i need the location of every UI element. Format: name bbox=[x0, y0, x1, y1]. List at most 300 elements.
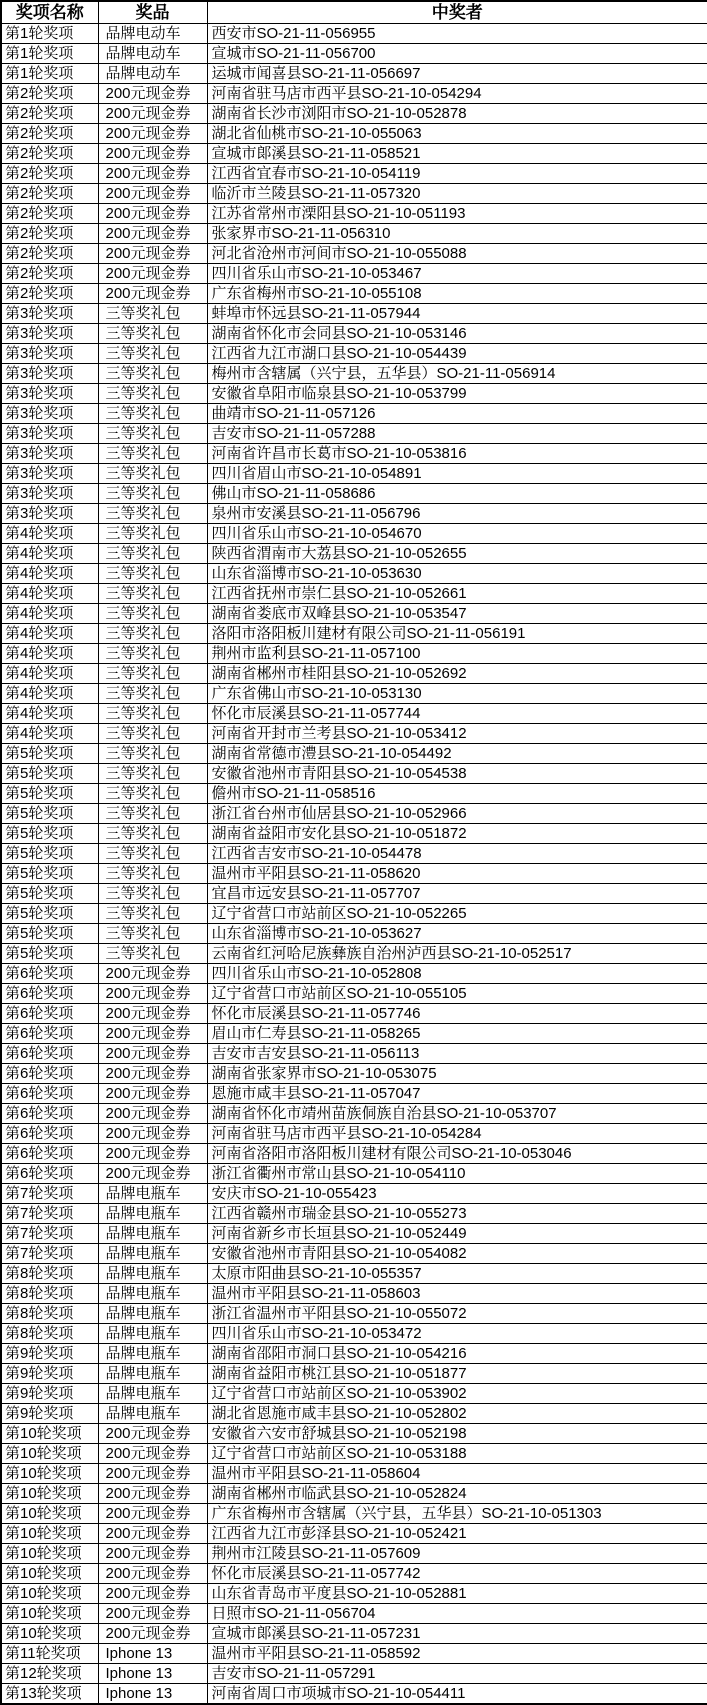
round-cell: 第3轮奖项 bbox=[1, 304, 98, 324]
table-row bbox=[1, 1224, 707, 1244]
winner-cell: 温州市平阳县SO-21-11-058603 bbox=[207, 1284, 707, 1304]
prize-cell: 三等奖礼包 bbox=[98, 744, 207, 764]
winner-cell: 广东省梅州市SO-21-10-055108 bbox=[207, 284, 707, 304]
winner-cell: 蚌埠市怀远县SO-21-11-057944 bbox=[207, 304, 707, 324]
winner-cell: 泉州市安溪县SO-21-11-056796 bbox=[207, 504, 707, 524]
round-cell: 第5轮奖项 bbox=[1, 744, 98, 764]
table-row bbox=[1, 784, 707, 804]
table-row bbox=[1, 864, 707, 884]
winners-table-body bbox=[1, 24, 707, 1705]
prize-cell: 200元现金券 bbox=[98, 1584, 207, 1604]
round-cell: 第3轮奖项 bbox=[1, 324, 98, 344]
table-row bbox=[1, 44, 707, 64]
round-cell: 第2轮奖项 bbox=[1, 84, 98, 104]
prize-cell: 200元现金券 bbox=[98, 1624, 207, 1644]
round-cell: 第2轮奖项 bbox=[1, 144, 98, 164]
table-row bbox=[1, 904, 707, 924]
table-row bbox=[1, 104, 707, 124]
table-row bbox=[1, 64, 707, 84]
round-cell: 第6轮奖项 bbox=[1, 1164, 98, 1184]
round-cell: 第6轮奖项 bbox=[1, 1064, 98, 1084]
round-cell: 第2轮奖项 bbox=[1, 104, 98, 124]
winner-cell: 河南省驻马店市西平县SO-21-10-054294 bbox=[207, 84, 707, 104]
table-row bbox=[1, 1284, 707, 1304]
round-cell: 第3轮奖项 bbox=[1, 464, 98, 484]
prize-cell: 200元现金券 bbox=[98, 204, 207, 224]
round-cell: 第11轮奖项 bbox=[1, 1644, 98, 1664]
winner-cell: 浙江省温州市平阳县SO-21-10-055072 bbox=[207, 1304, 707, 1324]
round-cell: 第7轮奖项 bbox=[1, 1224, 98, 1244]
prize-cell: 三等奖礼包 bbox=[98, 504, 207, 524]
winner-cell: 湖北省恩施市咸丰县SO-21-10-052802 bbox=[207, 1404, 707, 1424]
header-prize-round: 奖项名称 bbox=[1, 1, 98, 24]
winner-cell: 儋州市SO-21-11-058516 bbox=[207, 784, 707, 804]
winner-cell: 江西省九江市彭泽县SO-21-10-052421 bbox=[207, 1524, 707, 1544]
winner-cell: 辽宁省营口市站前区SO-21-10-053188 bbox=[207, 1444, 707, 1464]
table-row bbox=[1, 1664, 707, 1684]
prize-cell: 200元现金券 bbox=[98, 244, 207, 264]
round-cell: 第3轮奖项 bbox=[1, 404, 98, 424]
prize-cell: 三等奖礼包 bbox=[98, 484, 207, 504]
round-cell: 第2轮奖项 bbox=[1, 204, 98, 224]
table-row bbox=[1, 1544, 707, 1564]
round-cell: 第10轮奖项 bbox=[1, 1624, 98, 1644]
round-cell: 第5轮奖项 bbox=[1, 764, 98, 784]
table-row bbox=[1, 1124, 707, 1144]
round-cell: 第3轮奖项 bbox=[1, 364, 98, 384]
round-cell: 第4轮奖项 bbox=[1, 564, 98, 584]
prize-cell: 200元现金券 bbox=[98, 1564, 207, 1584]
prize-cell: 品牌电瓶车 bbox=[98, 1264, 207, 1284]
winner-cell: 江西省赣州市瑞金县SO-21-10-055273 bbox=[207, 1204, 707, 1224]
table-row bbox=[1, 564, 707, 584]
table-row bbox=[1, 1204, 707, 1224]
prize-cell: 200元现金券 bbox=[98, 1044, 207, 1064]
winner-cell: 宣城市郞溪县SO-21-11-057231 bbox=[207, 1624, 707, 1644]
winner-cell: 山东省青岛市平度县SO-21-10-052881 bbox=[207, 1584, 707, 1604]
header-prize: 奖品 bbox=[98, 1, 207, 24]
prize-cell: 200元现金券 bbox=[98, 984, 207, 1004]
round-cell: 第5轮奖项 bbox=[1, 824, 98, 844]
winner-cell: 湖南省娄底市双峰县SO-21-10-053547 bbox=[207, 604, 707, 624]
prize-cell: 品牌电瓶车 bbox=[98, 1344, 207, 1364]
prize-cell: 三等奖礼包 bbox=[98, 584, 207, 604]
round-cell: 第3轮奖项 bbox=[1, 424, 98, 444]
round-cell: 第1轮奖项 bbox=[1, 64, 98, 84]
round-cell: 第6轮奖项 bbox=[1, 1024, 98, 1044]
round-cell: 第10轮奖项 bbox=[1, 1564, 98, 1584]
winner-cell: 广东省梅州市含辖属（兴宁县，五华县）SO-21-10-051303 bbox=[207, 1504, 707, 1524]
winner-cell: 河南省开封市兰考县SO-21-10-053412 bbox=[207, 724, 707, 744]
prize-cell: 200元现金券 bbox=[98, 1064, 207, 1084]
round-cell: 第2轮奖项 bbox=[1, 264, 98, 284]
prize-cell: 200元现金券 bbox=[98, 1444, 207, 1464]
winner-cell: 湖南省怀化市靖州苗族侗族自治县SO-21-10-053707 bbox=[207, 1104, 707, 1124]
round-cell: 第5轮奖项 bbox=[1, 844, 98, 864]
winner-cell: 恩施市咸丰县SO-21-11-057047 bbox=[207, 1084, 707, 1104]
table-row bbox=[1, 424, 707, 444]
round-cell: 第5轮奖项 bbox=[1, 884, 98, 904]
prize-cell: 品牌电瓶车 bbox=[98, 1304, 207, 1324]
winner-cell: 湖北省仙桃市SO-21-10-055063 bbox=[207, 124, 707, 144]
prize-cell: 品牌电动车 bbox=[98, 44, 207, 64]
winner-cell: 佛山市SO-21-11-058686 bbox=[207, 484, 707, 504]
winner-cell: 安徽省六安市舒城县SO-21-10-052198 bbox=[207, 1424, 707, 1444]
table-row bbox=[1, 1644, 707, 1664]
winner-cell: 四川省乐山市SO-21-10-053467 bbox=[207, 264, 707, 284]
table-row bbox=[1, 844, 707, 864]
prize-cell: 200元现金券 bbox=[98, 1464, 207, 1484]
round-cell: 第2轮奖项 bbox=[1, 244, 98, 264]
prize-cell: 三等奖礼包 bbox=[98, 884, 207, 904]
table-row bbox=[1, 204, 707, 224]
prize-cell: 三等奖礼包 bbox=[98, 624, 207, 644]
round-cell: 第8轮奖项 bbox=[1, 1264, 98, 1284]
round-cell: 第10轮奖项 bbox=[1, 1464, 98, 1484]
prize-cell: Iphone 13 bbox=[98, 1644, 207, 1664]
winner-cell: 吉安市SO-21-11-057288 bbox=[207, 424, 707, 444]
round-cell: 第6轮奖项 bbox=[1, 1004, 98, 1024]
prize-cell: 三等奖礼包 bbox=[98, 644, 207, 664]
winner-cell: 安庆市SO-21-10-055423 bbox=[207, 1184, 707, 1204]
round-cell: 第4轮奖项 bbox=[1, 644, 98, 664]
winner-cell: 张家界市SO-21-11-056310 bbox=[207, 224, 707, 244]
table-row bbox=[1, 244, 707, 264]
table-row bbox=[1, 764, 707, 784]
winner-cell: 河南省周口市项城市SO-21-10-054411 bbox=[207, 1684, 707, 1705]
round-cell: 第4轮奖项 bbox=[1, 584, 98, 604]
table-row bbox=[1, 1004, 707, 1024]
winner-cell: 梅州市含辖属（兴宁县，五华县）SO-21-11-056914 bbox=[207, 364, 707, 384]
winner-cell: 荆州市江陵县SO-21-11-057609 bbox=[207, 1544, 707, 1564]
table-row bbox=[1, 444, 707, 464]
round-cell: 第8轮奖项 bbox=[1, 1324, 98, 1344]
table-row bbox=[1, 884, 707, 904]
round-cell: 第1轮奖项 bbox=[1, 44, 98, 64]
table-row bbox=[1, 664, 707, 684]
prize-cell: 品牌电瓶车 bbox=[98, 1324, 207, 1344]
winner-cell: 怀化市辰溪县SO-21-11-057742 bbox=[207, 1564, 707, 1584]
winner-cell: 温州市平阳县SO-21-11-058604 bbox=[207, 1464, 707, 1484]
round-cell: 第2轮奖项 bbox=[1, 124, 98, 144]
prize-cell: 200元现金券 bbox=[98, 1104, 207, 1124]
prize-cell: 200元现金券 bbox=[98, 264, 207, 284]
winner-cell: 广东省佛山市SO-21-10-053130 bbox=[207, 684, 707, 704]
winner-cell: 湖南省邵阳市洞口县SO-21-10-054216 bbox=[207, 1344, 707, 1364]
table-row bbox=[1, 944, 707, 964]
round-cell: 第1轮奖项 bbox=[1, 24, 98, 44]
prize-cell: 三等奖礼包 bbox=[98, 564, 207, 584]
winner-cell: 辽宁省营口市站前区SO-21-10-052265 bbox=[207, 904, 707, 924]
table-row bbox=[1, 344, 707, 364]
table-row bbox=[1, 1324, 707, 1344]
round-cell: 第4轮奖项 bbox=[1, 604, 98, 624]
round-cell: 第4轮奖项 bbox=[1, 524, 98, 544]
table-row bbox=[1, 924, 707, 944]
round-cell: 第9轮奖项 bbox=[1, 1364, 98, 1384]
prize-cell: 200元现金券 bbox=[98, 1604, 207, 1624]
winner-cell: 宣城市SO-21-11-056700 bbox=[207, 44, 707, 64]
round-cell: 第7轮奖项 bbox=[1, 1244, 98, 1264]
round-cell: 第10轮奖项 bbox=[1, 1444, 98, 1464]
winner-cell: 临沂市兰陵县SO-21-11-057320 bbox=[207, 184, 707, 204]
round-cell: 第5轮奖项 bbox=[1, 924, 98, 944]
round-cell: 第10轮奖项 bbox=[1, 1524, 98, 1544]
round-cell: 第6轮奖项 bbox=[1, 1144, 98, 1164]
table-row bbox=[1, 1444, 707, 1464]
prize-cell: 200元现金券 bbox=[98, 164, 207, 184]
round-cell: 第5轮奖项 bbox=[1, 944, 98, 964]
round-cell: 第8轮奖项 bbox=[1, 1284, 98, 1304]
prize-cell: 三等奖礼包 bbox=[98, 844, 207, 864]
table-row bbox=[1, 1624, 707, 1644]
table-row bbox=[1, 464, 707, 484]
prize-cell: 三等奖礼包 bbox=[98, 544, 207, 564]
round-cell: 第7轮奖项 bbox=[1, 1204, 98, 1224]
winner-cell: 湖南省怀化市会同县SO-21-10-053146 bbox=[207, 324, 707, 344]
prize-cell: 三等奖礼包 bbox=[98, 524, 207, 544]
table-row bbox=[1, 224, 707, 244]
table-row bbox=[1, 604, 707, 624]
prize-cell: 三等奖礼包 bbox=[98, 704, 207, 724]
table-row bbox=[1, 744, 707, 764]
table-row bbox=[1, 1164, 707, 1184]
round-cell: 第6轮奖项 bbox=[1, 1044, 98, 1064]
winner-cell: 河南省新乡市长垣县SO-21-10-052449 bbox=[207, 1224, 707, 1244]
round-cell: 第6轮奖项 bbox=[1, 1124, 98, 1144]
winner-cell: 西安市SO-21-11-056955 bbox=[207, 24, 707, 44]
winner-cell: 吉安市吉安县SO-21-11-056113 bbox=[207, 1044, 707, 1064]
round-cell: 第3轮奖项 bbox=[1, 444, 98, 464]
round-cell: 第5轮奖项 bbox=[1, 784, 98, 804]
round-cell: 第2轮奖项 bbox=[1, 184, 98, 204]
table-row bbox=[1, 384, 707, 404]
table-row bbox=[1, 1244, 707, 1264]
prize-cell: 200元现金券 bbox=[98, 1504, 207, 1524]
prize-cell: 200元现金券 bbox=[98, 144, 207, 164]
winner-cell: 湖南省郴州市桂阳县SO-21-10-052692 bbox=[207, 664, 707, 684]
table-row bbox=[1, 124, 707, 144]
table-row bbox=[1, 704, 707, 724]
prize-cell: 三等奖礼包 bbox=[98, 724, 207, 744]
prize-cell: 三等奖礼包 bbox=[98, 384, 207, 404]
table-row bbox=[1, 1404, 707, 1424]
round-cell: 第5轮奖项 bbox=[1, 804, 98, 824]
table-row bbox=[1, 1144, 707, 1164]
winner-cell: 浙江省衢州市常山县SO-21-10-054110 bbox=[207, 1164, 707, 1184]
round-cell: 第10轮奖项 bbox=[1, 1504, 98, 1524]
winner-cell: 安徽省池州市青阳县SO-21-10-054082 bbox=[207, 1244, 707, 1264]
winner-cell: 河北省沧州市河间市SO-21-10-055088 bbox=[207, 244, 707, 264]
prize-cell: 200元现金券 bbox=[98, 1544, 207, 1564]
round-cell: 第9轮奖项 bbox=[1, 1344, 98, 1364]
table-row bbox=[1, 1064, 707, 1084]
table-row bbox=[1, 184, 707, 204]
table-row bbox=[1, 1104, 707, 1124]
prize-cell: 三等奖礼包 bbox=[98, 804, 207, 824]
prize-cell: 三等奖礼包 bbox=[98, 684, 207, 704]
table-row bbox=[1, 804, 707, 824]
prize-cell: 三等奖礼包 bbox=[98, 444, 207, 464]
table-row bbox=[1, 1344, 707, 1364]
prize-cell: 三等奖礼包 bbox=[98, 424, 207, 444]
table-row bbox=[1, 364, 707, 384]
prize-cell: 品牌电动车 bbox=[98, 64, 207, 84]
table-row bbox=[1, 544, 707, 564]
prize-cell: 三等奖礼包 bbox=[98, 784, 207, 804]
table-row bbox=[1, 824, 707, 844]
winner-cell: 辽宁省营口市站前区SO-21-10-053902 bbox=[207, 1384, 707, 1404]
prize-cell: 200元现金券 bbox=[98, 1024, 207, 1044]
round-cell: 第3轮奖项 bbox=[1, 384, 98, 404]
winner-cell: 浙江省台州市仙居县SO-21-10-052966 bbox=[207, 804, 707, 824]
table-row bbox=[1, 1364, 707, 1384]
round-cell: 第10轮奖项 bbox=[1, 1584, 98, 1604]
table-row bbox=[1, 984, 707, 1004]
prize-cell: 200元现金券 bbox=[98, 124, 207, 144]
table-row bbox=[1, 284, 707, 304]
prize-cell: 三等奖礼包 bbox=[98, 764, 207, 784]
winner-cell: 四川省乐山市SO-21-10-052808 bbox=[207, 964, 707, 984]
winner-cell: 河南省许昌市长葛市SO-21-10-053816 bbox=[207, 444, 707, 464]
winner-cell: 河南省驻马店市西平县SO-21-10-054284 bbox=[207, 1124, 707, 1144]
winner-cell: 安徽省阜阳市临泉县SO-21-10-053799 bbox=[207, 384, 707, 404]
winner-cell: 运城市闻喜县SO-21-11-056697 bbox=[207, 64, 707, 84]
winner-cell: 荆州市监利县SO-21-11-057100 bbox=[207, 644, 707, 664]
prize-cell: 200元现金券 bbox=[98, 1144, 207, 1164]
table-row bbox=[1, 1424, 707, 1444]
winner-cell: 宜昌市远安县SO-21-11-057707 bbox=[207, 884, 707, 904]
prize-cell: 三等奖礼包 bbox=[98, 944, 207, 964]
winner-cell: 安徽省池州市青阳县SO-21-10-054538 bbox=[207, 764, 707, 784]
winner-cell: 湖南省益阳市安化县SO-21-10-051872 bbox=[207, 824, 707, 844]
winner-cell: 河南省洛阳市洛阳板川建材有限公司SO-21-10-053046 bbox=[207, 1144, 707, 1164]
winner-cell: 湖南省郴州市临武县SO-21-10-052824 bbox=[207, 1484, 707, 1504]
table-row bbox=[1, 644, 707, 664]
prize-cell: 三等奖礼包 bbox=[98, 604, 207, 624]
round-cell: 第2轮奖项 bbox=[1, 284, 98, 304]
round-cell: 第4轮奖项 bbox=[1, 704, 98, 724]
prize-cell: 200元现金券 bbox=[98, 1524, 207, 1544]
prize-cell: 200元现金券 bbox=[98, 184, 207, 204]
prize-cell: 200元现金券 bbox=[98, 84, 207, 104]
round-cell: 第3轮奖项 bbox=[1, 344, 98, 364]
winner-cell: 温州市平阳县SO-21-11-058620 bbox=[207, 864, 707, 884]
prize-cell: Iphone 13 bbox=[98, 1664, 207, 1684]
table-row bbox=[1, 1184, 707, 1204]
round-cell: 第2轮奖项 bbox=[1, 224, 98, 244]
table-row bbox=[1, 144, 707, 164]
round-cell: 第6轮奖项 bbox=[1, 1104, 98, 1124]
prize-cell: 200元现金券 bbox=[98, 1424, 207, 1444]
table-row bbox=[1, 684, 707, 704]
round-cell: 第2轮奖项 bbox=[1, 164, 98, 184]
prize-cell: 三等奖礼包 bbox=[98, 664, 207, 684]
prize-cell: 品牌电瓶车 bbox=[98, 1284, 207, 1304]
prize-cell: 品牌电瓶车 bbox=[98, 1364, 207, 1384]
table-row bbox=[1, 324, 707, 344]
prize-cell: 三等奖礼包 bbox=[98, 364, 207, 384]
table-row bbox=[1, 504, 707, 524]
table-row bbox=[1, 304, 707, 324]
prize-cell: 200元现金券 bbox=[98, 1484, 207, 1504]
prize-cell: 品牌电瓶车 bbox=[98, 1384, 207, 1404]
round-cell: 第10轮奖项 bbox=[1, 1544, 98, 1564]
prize-cell: 三等奖礼包 bbox=[98, 904, 207, 924]
winner-cell: 江西省九江市湖口县SO-21-10-054439 bbox=[207, 344, 707, 364]
winner-cell: 日照市SO-21-11-056704 bbox=[207, 1604, 707, 1624]
winner-cell: 辽宁省营口市站前区SO-21-10-055105 bbox=[207, 984, 707, 1004]
prize-cell: 品牌电瓶车 bbox=[98, 1224, 207, 1244]
prize-cell: 三等奖礼包 bbox=[98, 824, 207, 844]
winner-cell: 江苏省常州市溧阳县SO-21-10-051193 bbox=[207, 204, 707, 224]
prize-cell: 200元现金券 bbox=[98, 284, 207, 304]
round-cell: 第3轮奖项 bbox=[1, 504, 98, 524]
winner-cell: 四川省眉山市SO-21-10-054891 bbox=[207, 464, 707, 484]
prize-cell: 200元现金券 bbox=[98, 104, 207, 124]
winner-cell: 曲靖市SO-21-11-057126 bbox=[207, 404, 707, 424]
round-cell: 第10轮奖项 bbox=[1, 1604, 98, 1624]
round-cell: 第10轮奖项 bbox=[1, 1484, 98, 1504]
winner-cell: 陕西省渭南市大荔县SO-21-10-052655 bbox=[207, 544, 707, 564]
table-row bbox=[1, 1384, 707, 1404]
prize-cell: 三等奖礼包 bbox=[98, 404, 207, 424]
prize-cell: 三等奖礼包 bbox=[98, 924, 207, 944]
round-cell: 第4轮奖项 bbox=[1, 664, 98, 684]
table-row bbox=[1, 1044, 707, 1064]
winner-cell: 怀化市辰溪县SO-21-11-057746 bbox=[207, 1004, 707, 1024]
table-row bbox=[1, 1464, 707, 1484]
table-row bbox=[1, 964, 707, 984]
table-header-row bbox=[1, 1, 707, 24]
round-cell: 第5轮奖项 bbox=[1, 864, 98, 884]
winner-cell: 江西省宜春市SO-21-10-054119 bbox=[207, 164, 707, 184]
round-cell: 第9轮奖项 bbox=[1, 1404, 98, 1424]
round-cell: 第4轮奖项 bbox=[1, 624, 98, 644]
winner-cell: 江西省抚州市崇仁县SO-21-10-052661 bbox=[207, 584, 707, 604]
round-cell: 第4轮奖项 bbox=[1, 544, 98, 564]
winner-cell: 湖南省张家界市SO-21-10-053075 bbox=[207, 1064, 707, 1084]
round-cell: 第12轮奖项 bbox=[1, 1664, 98, 1684]
table-row bbox=[1, 1504, 707, 1524]
winner-cell: 湖南省长沙市浏阳市SO-21-10-052878 bbox=[207, 104, 707, 124]
table-row bbox=[1, 524, 707, 544]
round-cell: 第6轮奖项 bbox=[1, 964, 98, 984]
prize-cell: 200元现金券 bbox=[98, 224, 207, 244]
table-row bbox=[1, 1264, 707, 1284]
winner-cell: 眉山市仁寿县SO-21-11-058265 bbox=[207, 1024, 707, 1044]
table-row bbox=[1, 624, 707, 644]
table-row bbox=[1, 1084, 707, 1104]
winner-cell: 江西省吉安市SO-21-10-054478 bbox=[207, 844, 707, 864]
table-row bbox=[1, 24, 707, 44]
prize-cell: 三等奖礼包 bbox=[98, 864, 207, 884]
round-cell: 第4轮奖项 bbox=[1, 724, 98, 744]
prize-cell: 品牌电瓶车 bbox=[98, 1404, 207, 1424]
table-row bbox=[1, 1304, 707, 1324]
prize-cell: 品牌电动车 bbox=[98, 24, 207, 44]
prize-cell: 三等奖礼包 bbox=[98, 344, 207, 364]
table-row bbox=[1, 1024, 707, 1044]
round-cell: 第7轮奖项 bbox=[1, 1184, 98, 1204]
table-row bbox=[1, 584, 707, 604]
prize-cell: 品牌电瓶车 bbox=[98, 1204, 207, 1224]
table-row bbox=[1, 1584, 707, 1604]
prize-cell: 品牌电瓶车 bbox=[98, 1184, 207, 1204]
prize-cell: Iphone 13 bbox=[98, 1684, 207, 1705]
winner-cell: 湖南省常德市澧县SO-21-10-054492 bbox=[207, 744, 707, 764]
winner-cell: 湖南省益阳市桃江县SO-21-10-051877 bbox=[207, 1364, 707, 1384]
